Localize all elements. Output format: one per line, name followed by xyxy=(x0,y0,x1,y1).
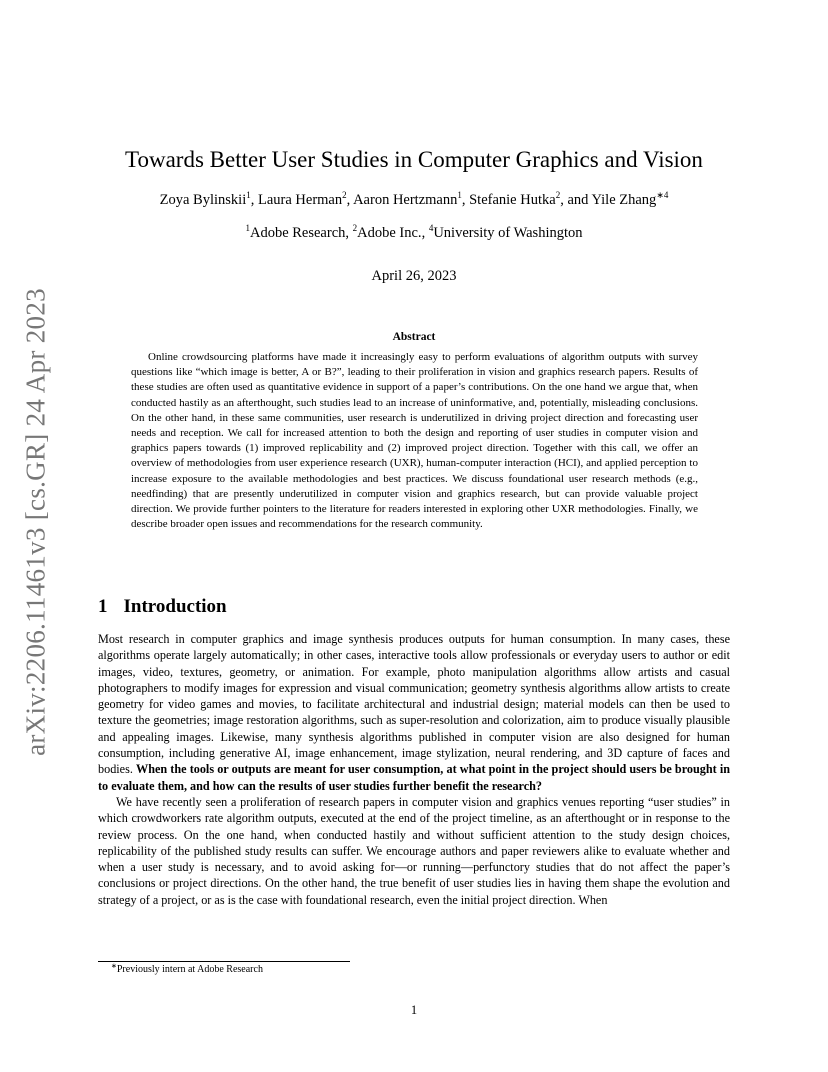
author-mark: 2 xyxy=(555,190,561,200)
affiliation-mark: 2 xyxy=(352,223,358,233)
section-title: Introduction xyxy=(123,596,227,617)
affiliation-name: Adobe Research xyxy=(249,225,346,241)
affiliation-mark: 4 xyxy=(428,223,434,233)
footnote xyxy=(111,964,263,975)
paper-title: Towards Better User Studies in Computer Graphics and Vision xyxy=(125,147,703,172)
affiliation-name: University of Washington xyxy=(433,225,583,241)
affiliation xyxy=(429,225,583,241)
section-heading xyxy=(98,596,227,618)
author xyxy=(469,192,591,208)
paragraph: We have recently seen a proliferation of research papers in computer vision and graphics venues reporting “user studies” in which crowdworkers rate algorithm outputs, executed at the end of the project timeline, as an afterthought or in response to the review process. On the one hand, when conducted hastily and without sufficient attention to the study design choices, replicability of the published study results can suffer. We encourage authors and paper reviewers alike to evaluate whether and when a user study is necessary, and to avoid asking for—or running—perfunctory studies that do not affect the paper’s conclusions or project directions. On the other hand, the true benefit of user studies lies in having them shape the evolution and strategy of a project, or as is the case with foundational research, even the initial project direction. When xyxy=(98,794,730,907)
abstract-text: Online crowdsourcing platforms have made it increasingly easy to perform evaluations of algorithm outputs with survey questions like “which image is better, A or B?”, leading to their proliferation in vision and graphics research papers. Results of these studies are often used as quantitative evidence in support of a paper’s contributions. On the one hand we argue that, when conducted hastily as an afterthought, such studies lead to an increase of uninformative, and, potentially, misleading conclusions. On the other hand, in these same communities, user research is underutilized in driving project direction and forecasting user needs and reception. We call for increased attention to both the design and reporting of user studies in computer vision and graphics papers towards (1) improved replicability and (2) improved project direction. Together with this call, we offer an overview of methodologies from user experience research (UXR), human-computer interaction (HCI), and applied perception to increase exposure to the available methodologies and best practices. We discuss foundational user research methods (e.g., needfinding) that are presently underutilized in computer vision and graphics research, but can provide valuable project direction. We provide further pointers to the literature for readers interested in exploring other UXR methodologies. Finally, we describe broader open issues and recommendations for the research community. xyxy=(131,351,698,531)
author-separator: , xyxy=(461,192,470,208)
author-name: Yile Zhang xyxy=(591,192,657,208)
affiliation xyxy=(245,225,352,241)
introduction-body xyxy=(98,631,730,908)
affiliation-list xyxy=(0,225,828,242)
author xyxy=(353,192,469,208)
affiliation-separator: , xyxy=(345,225,353,241)
author-name: Laura Herman xyxy=(257,192,343,208)
author xyxy=(591,192,668,208)
author-mark: 1 xyxy=(457,190,462,200)
affiliation-mark: 1 xyxy=(245,223,250,233)
footnote-mark: ∗ xyxy=(111,962,117,970)
author-name: Zoya Bylinskii xyxy=(159,192,247,208)
arxiv-identifier: arXiv:2206.11461v3 [cs.GR] 24 Apr 2023 xyxy=(20,288,51,756)
footnote-text: Previously intern at Adobe Research xyxy=(116,964,263,975)
publication-date: April 26, 2023 xyxy=(371,268,457,284)
affiliation-name: Adobe Inc. xyxy=(357,225,422,241)
author-name: Stefanie Hutka xyxy=(469,192,556,208)
paragraph xyxy=(98,631,730,794)
abstract-heading: Abstract xyxy=(392,331,436,343)
author-name: Aaron Hertzmann xyxy=(353,192,458,208)
author-mark: 1 xyxy=(246,190,251,200)
author-mark: ∗4 xyxy=(656,190,669,200)
affiliation xyxy=(353,225,429,241)
author-separator: , xyxy=(250,192,258,208)
paragraph-text: Most research in computer graphics and image synthesis produces outputs for human consumption. In many cases, these algorithms operate largely automatically; in other cases, interactive tools allow professionals or everyday users to author or edit images, video, textures, geometry, or animation. For example, photo manipulation algorithms allow artists and casual photographers to modify images for expression and visual communication; geometry synthesis algorithms allow artists to create geometry for video games and movies, to facilitate architectural and industrial design; material models can then be used to texture the geometries; image restoration algorithms, such as super-resolution and colorization, aim to produce visually plausible and appealing images. Likewise, many synthesis algorithms published in computer vision are also designed for human consumption, including generative AI, image enhancement, image stylization, neural rendering, and 3D capture of faces and bodies. xyxy=(98,632,730,777)
author-list xyxy=(0,192,828,209)
author-separator: , and xyxy=(560,192,592,208)
affiliation-separator: , xyxy=(421,225,429,241)
author-separator: , xyxy=(346,192,354,208)
page-number: 1 xyxy=(410,1003,418,1017)
author xyxy=(258,192,353,208)
author xyxy=(160,192,258,208)
footnote-rule xyxy=(98,961,350,962)
emphasized-question: When the tools or outputs are meant for user consumption, at what point in the project should users be brought in to evaluate them, and how can the results of user studies further benefit the research? xyxy=(98,762,731,793)
author-mark: 2 xyxy=(342,190,347,200)
section-number: 1 xyxy=(98,596,108,617)
